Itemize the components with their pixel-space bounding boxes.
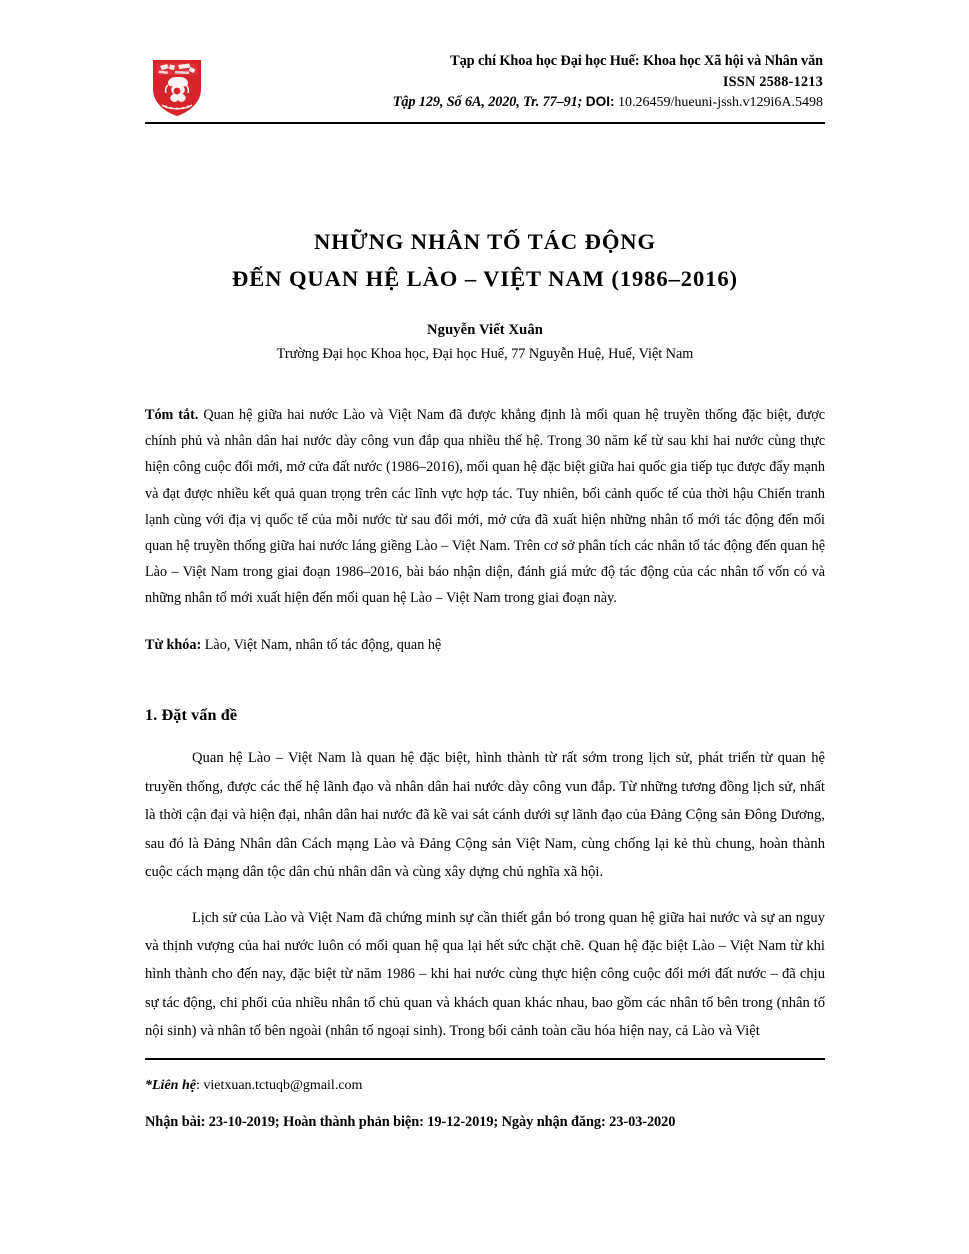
author-name: Nguyễn Viết Xuân: [427, 322, 543, 339]
footnote-area: [145, 1058, 825, 1134]
author-affiliation: Trường Đại học Khoa học, Đại học Huế, 77 Nguyễn Huệ, Huế, Việt Nam: [276, 346, 694, 363]
page-content: [145, 0, 825, 1060]
section-heading-1: 1. Đặt vấn đề: [145, 706, 238, 725]
doi-value[interactable]: 10.26459/hueuni-jssh.v129i6A.5498: [618, 94, 823, 110]
section-1-paragraph-1: Quan hệ Lào – Việt Nam là quan hệ đặc biệt, hình thành từ rất sớm trong lịch sử, phát triển từ quan hệ truyền thống, được các thế hệ lãnh đạo và nhân dân hai nước dày công vun đắp. Từ những tương đồng lịch sử, nhất là thời cận đại và hiện đại, nhân dân hai nước đã kề vai sát cánh dưới sự lãnh đạo của Đảng Cộng sản Đông Dương, sau đó là Đảng Nhân dân Cách mạng Lào và Đảng Cộng sản Việt Nam, cùng chống lại kẻ thù chung, hoàn thành cuộc cách mạng dân tộc dân chủ nhân dân và cùng xây dựng chủ nghĩa xã hội.: [145, 750, 825, 881]
volume-issue-pages: Tập 129, Số 6A, 2020, Tr. 77–91;: [392, 93, 583, 110]
journal-issn: ISSN 2588-1213: [722, 73, 823, 90]
page-title-line-1: NHỮNG NHÂN TỐ TÁC ĐỘNG: [314, 229, 656, 254]
contact-email[interactable]: : vietxuan.tctuqb@gmail.com: [195, 1078, 363, 1093]
page-title-line-2: ĐẾN QUAN HỆ LÀO – VIỆT NAM (1986–2016): [232, 265, 738, 291]
hue-university-shield-logo: [149, 55, 205, 119]
masthead-divider: [145, 122, 825, 124]
volume-doi-line: [145, 92, 823, 113]
keywords-label: Từ khóa:: [145, 637, 202, 654]
section-1-paragraph-2: Lịch sử của Lào và Việt Nam đã chứng minh sự cần thiết gắn bó trong quan hệ giữa hai nước và sự an nguy và thịnh vượng của hai nước luôn có mối quan hệ qua lại hết sức chặt chẽ. Quan hệ đặc biệt Lào – Việt Nam từ khi hình thành cho đến nay, đặc biệt từ năm 1986 – khi hai nước cùng thực hiện công cuộc đổi mới đất nước – đã chịu sự tác động, chi phối của nhiều nhân tố chủ quan và khách quan khác nhau, bao gồm các nhân tố bên trong (nhân tố nội sinh) và nhân tố bên ngoài (nhân tố ngoại sinh). Trong bối cảnh toàn cầu hóa hiện nay, cả Lào và Việt: [145, 909, 825, 1040]
abstract-text: Quan hệ giữa hai nước Lào và Việt Nam đã được khẳng định là mối quan hệ truyền thống đặc biệt, được chính phủ và nhân dân hai nước dày công vun đắp qua nhiều thế hệ. Trong 30 năm kể từ sau khi hai nước cùng thực hiện công cuộc đổi mới, mở cửa đất nước (1986–2016), mối quan hệ đặc biệt giữa hai quốc gia tiếp tục được đẩy mạnh và đạt được nhiều kết quả quan trọng trên các lĩnh vực hợp tác. Tuy nhiên, bối cảnh quốc tế của thời hậu Chiến tranh lạnh cùng với địa vị quốc tế của mỗi nước từ sau đổi mới, mở cửa đã xuất hiện những nhân tố mới tác động đến mối quan hệ truyền thống giữa hai nước láng giềng Lào – Việt Nam. Trên cơ sở phân tích các nhân tố tác động đến quan hệ Lào – Việt Nam trong giai đoạn 1986–2016, bài báo nhận diện, đánh giá mức độ tác động của các nhân tố vốn có và những nhân tố mới xuất hiện đến mối quan hệ Lào – Việt Nam trong giai đoạn này.: [145, 407, 826, 607]
abstract: [145, 402, 825, 611]
keywords: [145, 632, 825, 658]
keywords-text: Lào, Việt Nam, nhân tố tác động, quan hệ: [201, 637, 442, 654]
masthead: [145, 0, 825, 138]
abstract-label: Tóm tắt.: [145, 407, 199, 424]
contact-label: *Liên hệ: [145, 1078, 196, 1093]
corresponding-author-contact: [145, 1075, 825, 1097]
title-block: [145, 224, 825, 297]
doi-label: DOI:: [585, 93, 615, 109]
submission-dates: Nhận bài: 23-10-2019; Hoàn thành phản biện: 19-12-2019; Ngày nhận đăng: 23-03-2020: [145, 1114, 676, 1131]
masthead-text: [145, 52, 825, 113]
journal-title: Tạp chí Khoa học Đại học Huế: Khoa học Xã hội và Nhân văn: [450, 53, 823, 69]
footnote-divider: [145, 1058, 825, 1060]
